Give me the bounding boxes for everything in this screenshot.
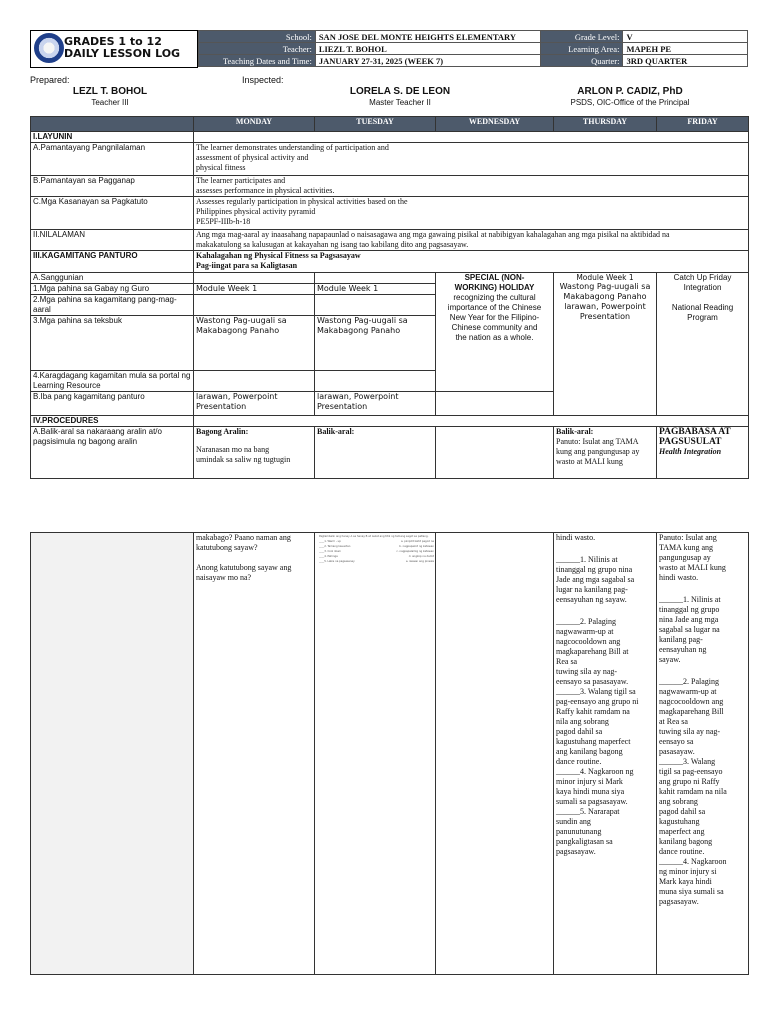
ws-b: c. nagpapalamig ng katawan [396, 550, 434, 553]
text-line: Mark kaya hindi [659, 876, 712, 886]
ws-b: a. pinipilit kahit pagod na [400, 540, 434, 543]
text-line: minor injury si Mark [556, 776, 623, 786]
monday-continuation [194, 533, 315, 975]
blank-cell [436, 427, 554, 479]
text-line: physical fitness [196, 163, 246, 172]
text-line: eensayo sa [659, 736, 694, 746]
text-line: Anong katutubong sayaw ang [196, 563, 292, 572]
text-line: Philippines physical activity pyramid [196, 207, 316, 216]
monday-iba [194, 392, 315, 416]
text-line: Integration [683, 283, 722, 292]
day-thursday: THURSDAY [554, 117, 657, 132]
blank-cell [315, 273, 436, 284]
teksbuk-label: 3.Mga pahina sa teksbuk [31, 316, 194, 371]
prepared-name: LEZL T. BOHOL [72, 86, 148, 97]
text-line: ______3. Walang tigil sa [556, 686, 636, 696]
friday-continuation [657, 533, 749, 975]
text-line: larawan, Powerpoint [564, 302, 646, 311]
text-line: kanilang bagong [659, 836, 713, 846]
text-line: ______2. Palaging [659, 676, 719, 686]
inspected-label: Inspected: [242, 75, 284, 85]
day-tuesday: TUESDAY [315, 117, 436, 132]
quarter-value: 3RD QUARTER [623, 55, 748, 67]
tuesday-iba [315, 392, 436, 416]
blank-cell [436, 392, 554, 416]
day-header-row [31, 117, 749, 132]
wednesday-holiday [436, 273, 554, 392]
deped-seal-icon [34, 33, 64, 63]
text-line: sagabal sa lugar na [659, 624, 720, 634]
text-line: Presentation [579, 312, 631, 321]
holiday-line: importance of the Chinese [447, 303, 542, 312]
text-line: ______2. Palaging [556, 616, 616, 626]
text-line: naisayaw mo na? [196, 573, 252, 582]
ws-a: ____4. Pahinga [319, 555, 338, 558]
text-line: ______4. Nagkaroon ng [556, 766, 634, 776]
text-line: ______5. Nararapat [556, 806, 620, 816]
kagamitang-aaral-label: 2.Mga pahina sa kagamitang pang-mag-aaral [31, 295, 194, 316]
text-line: Balik-aral: [556, 427, 594, 436]
tuesday-module: Module Week 1 [315, 284, 436, 295]
ws-a: ____3. Cool down [319, 550, 342, 553]
holiday-line: recognizing the cultural [453, 293, 536, 302]
ws-a: ____5. Labis na pagsasanay [319, 560, 355, 563]
header-info-table [198, 30, 748, 67]
text-line: makakatulong sa kalusugan at kakayahan ng isang tao kabilang dito ang pagsasayaw. [196, 240, 469, 249]
text-line: eensayuhan ng sayaw. [556, 594, 627, 604]
spacer [196, 437, 312, 445]
text-line: ______1. Nilinis at [556, 554, 618, 564]
sanggunian-label: A.Sanggunian [31, 273, 194, 284]
text-line: Assesses regularly participation in physical activities based on the [196, 197, 408, 206]
text-line: Pag-iingat para sa Kaligtasan [196, 261, 298, 270]
kagamitan-text [194, 251, 749, 273]
text-line: tuwing sila ay nag- [659, 726, 721, 736]
inspected-title: Master Teacher II [369, 98, 431, 107]
inspected-block [330, 86, 470, 107]
text-line: tinanggal ng grupo nina [556, 564, 633, 574]
day-wednesday: WEDNESDAY [436, 117, 554, 132]
text-line: National Reading [671, 303, 734, 312]
text-line: Wastong Pag-uugali sa [559, 282, 651, 291]
text-line: larawan, Powerpoint [317, 392, 399, 401]
day-monday: MONDAY [194, 117, 315, 132]
text-line: dance routine. [556, 756, 602, 766]
text-line: 4.Karagdagang kagamitan mula sa portal ng [33, 371, 191, 380]
text-line: Makabagong Panaho [317, 326, 401, 335]
text-line: Rea sa [556, 656, 578, 666]
thursday-materials [554, 273, 657, 416]
text-line: PE5PF-IIIb-h-18 [196, 217, 251, 226]
blank-cell [194, 371, 315, 392]
section-layunin: I.LAYUNIN [31, 132, 194, 143]
continuation-table [30, 532, 749, 975]
tuesday-teksbuk [315, 316, 436, 371]
worksheet-row [319, 559, 434, 564]
ws-b: d. angkop na damit [408, 555, 434, 558]
holiday-line: New Year for the Filipino- [449, 313, 540, 322]
text-line: sumali sa pagsasayaw. [556, 796, 628, 806]
tuesday-continuation [315, 533, 436, 975]
text-line: pasasayaw. [659, 746, 695, 756]
text-line: The learner demonstrates understanding of participation and [196, 143, 389, 152]
prepared-title: Teacher III [91, 98, 129, 107]
text-line: Learning Resource [33, 381, 101, 390]
text-line: Health Integration [659, 447, 722, 456]
text-line: Panuto: Isulat ang TAMA [556, 437, 639, 446]
area-label: Learning Area: [540, 43, 623, 55]
third-name: ARLON P. CADIZ, PhD [577, 86, 683, 97]
text-line: pangkaligtasan sa [556, 836, 613, 846]
text-line: assessment of physical activity and [196, 153, 309, 162]
text-line: Naranasan mo na bang [196, 445, 270, 454]
text-line: dance routine. [659, 846, 705, 856]
text-line: makabago? Paano naman ang [196, 533, 291, 542]
lesson-log-table [30, 116, 749, 479]
teacher-label: Teacher: [199, 43, 316, 55]
third-title: PSDS, OIC-Office of the Principal [570, 98, 690, 107]
text-line: larawan, Powerpoint [196, 392, 278, 401]
text-line: umindak sa saliw ng tugtugin [196, 455, 291, 464]
text-line: Jade ang mga sagabal sa [556, 574, 635, 584]
inspected-name: LORELA S. DE LEON [349, 86, 451, 97]
title-line-1: GRADES 1 to 12 [64, 35, 162, 48]
text-line: Ang mga mag-aaral ay inaasahang napapaunlad o naisasagawa ang mga gawaing pisikal at nabibigyan kahalagahan ang mga pisikal na aktibidad na [196, 230, 670, 239]
blank-cell [194, 273, 315, 284]
holiday-line: Chinese community and [451, 323, 538, 332]
blank-cell [315, 371, 436, 392]
blank-header [31, 117, 194, 132]
prepared-block [60, 86, 160, 107]
thursday-continuation [554, 533, 657, 975]
monday-module: Module Week 1 [194, 284, 315, 295]
kasanayan-text [194, 197, 749, 230]
text-line: Raffy kahit ramdam na [556, 706, 630, 716]
text-line: Presentation [196, 402, 247, 411]
text-line: maperfect ang [659, 826, 705, 836]
pagganap-label: B.Pamantayan sa Pagganap [31, 176, 194, 197]
text-line: tinanggal ng grupo [659, 604, 720, 614]
matching-worksheet [319, 534, 434, 564]
day-friday: FRIDAY [657, 117, 749, 132]
friday-catch-up [657, 273, 749, 416]
text-line: ng minor injury si [659, 866, 717, 876]
text-line: TAMA kung ang [659, 543, 714, 552]
text-line: eensayo sa pasasayaw. [556, 676, 629, 686]
wednesday-continuation [436, 533, 554, 975]
section-procedures: IV.PROCEDURES [31, 416, 194, 427]
balik-aral-label [31, 427, 194, 479]
module-line: Module Week 1 [576, 273, 634, 282]
holiday-line: WORKING) HOLIDAY [454, 283, 535, 292]
text-line: katutubong sayaw? [196, 543, 258, 552]
text-line: Presentation [317, 402, 368, 411]
gabay-label: 1.Mga pahina sa Gabay ng Guro [31, 284, 194, 295]
text-line: Program [687, 313, 718, 322]
iba-label: B.Iba pang kagamitang panturo [31, 392, 194, 416]
text-line: A.Balik-aral sa nakaraang aralin at/o [33, 427, 162, 436]
nilalaman-text [194, 230, 749, 251]
text-line: sundin ang [556, 816, 591, 826]
ws-b: b. nagpapainit ng katawan [399, 545, 434, 548]
text-line: Wastong Pag-uugali sa [196, 316, 287, 325]
continuation-label-cell [31, 533, 194, 975]
school-value: SAN JOSE DEL MONTE HEIGHTS ELEMENTARY [315, 31, 540, 43]
text-line: PAGSUSULAT [659, 437, 722, 447]
school-label: School: [199, 31, 316, 43]
text-line: pagsasayaw. [556, 846, 596, 856]
procedures-blank [194, 416, 749, 427]
text-line: ______4. Nagkaroon [659, 856, 727, 866]
text-line: ang sobrang [659, 796, 698, 806]
ws-a: ____1. Warm - up [319, 540, 341, 543]
text-line: nina Jade ang mga [659, 614, 719, 624]
portal-label [31, 371, 194, 392]
text-line: kanilang pag- [659, 634, 703, 644]
third-signatory-block [545, 86, 715, 107]
text-line: at Rea sa [659, 716, 688, 726]
text-line: Bagong Aralin: [196, 427, 249, 436]
text-line: wasto at MALI kung [659, 563, 726, 572]
prepared-label: Prepared: [30, 75, 70, 85]
blank-cell [194, 295, 315, 316]
holiday-line: the nation as a whole. [455, 333, 534, 342]
text-line: pagod dahil sa [659, 806, 706, 816]
text-line: pangungusap ay [659, 553, 711, 562]
title-line-2: DAILY LESSON LOG [64, 47, 181, 60]
text-line: lugar na kanilang pag- [556, 584, 628, 594]
text-line: hindi wasto. [659, 573, 699, 582]
text-line: tigil sa pag-eensayo [659, 766, 723, 776]
text-line [556, 543, 654, 555]
text-line: Kahalagahan ng Physical Fitness sa Pagsasayaw [196, 251, 361, 260]
text-line: pagod dahil sa [556, 726, 603, 736]
text-line: Panuto: Isulat ang [659, 533, 717, 542]
text-line: nagwawarm-up at [556, 626, 614, 636]
monday-teksbuk [194, 316, 315, 371]
grade-label: Grade Level: [540, 31, 623, 43]
layunin-blank [194, 132, 749, 143]
text-line [556, 605, 654, 617]
text-line: Makabagong Panaho [563, 292, 647, 301]
text-line: magkaparehang Bill at [556, 646, 629, 656]
text-line: ang kanilang bagong [556, 746, 623, 756]
text-line: The learner participates and [196, 176, 286, 185]
kasanayan-label: C.Mga Kasanayan sa Pagkatuto [31, 197, 194, 230]
grade-value: V [623, 31, 748, 43]
thursday-procedure [554, 427, 657, 479]
text-line: pagsasayaw. [659, 896, 699, 906]
section-kagamitan: III.KAGAMITANG PANTURO [31, 251, 194, 273]
text-line: kung ang pangungusap ay [556, 447, 640, 456]
dates-value: JANUARY 27-31, 2025 (WEEK 7) [315, 55, 540, 67]
text-line: Catch Up Friday [673, 273, 732, 282]
area-value: MAPEH PE [623, 43, 748, 55]
text-line: pagsisimula ng bagong aralin [33, 437, 138, 446]
text-line [659, 665, 746, 677]
text-line: kaya hindi muna siya [556, 786, 625, 796]
pamantayang-label: A.Pamantayang Pangnilalaman [31, 143, 194, 176]
text-line: nagwawarm-up at [659, 686, 717, 696]
pamantayang-text [194, 143, 749, 176]
log-title [64, 36, 180, 60]
text-line: muna siya sumali sa [659, 886, 724, 896]
text-line: wasto at MALI kung [556, 457, 623, 466]
text-line: pag-eensayo ang grupo ni [556, 696, 639, 706]
ws-a: ____2. Tamang kasuotan [319, 545, 351, 548]
text-line: kahit ramdam na nila [659, 786, 727, 796]
tuesday-procedure: Balik-aral: [315, 427, 436, 479]
pagganap-text [194, 176, 749, 197]
text-line: kagustuhang maperfect [556, 736, 631, 746]
worksheet-title: Pagtambalin ang hanay A sa hanay B at isulat ang titik ng tamang sagot sa patlang. [319, 535, 429, 538]
text-line: nila ang sobrang [556, 716, 609, 726]
blank-cell [315, 295, 436, 316]
text-line: nagcocooldown ang [556, 636, 621, 646]
spacer [196, 553, 312, 563]
text-line: Makabagong Panaho [196, 326, 280, 335]
monday-procedure [194, 427, 315, 479]
text-line: hindi wasto. [556, 533, 596, 542]
text-line: magkaparehang Bill [659, 706, 724, 716]
text-line: ______3. Walang [659, 756, 716, 766]
friday-procedure [657, 427, 749, 479]
text-line: panunutunang [556, 826, 602, 836]
text-line: eensayuhan ng [659, 644, 707, 654]
dates-label: Teaching Dates and Time: [199, 55, 316, 67]
quarter-label: Quarter: [540, 55, 623, 67]
text-line: kagustuhang [659, 816, 700, 826]
text-line: Wastong Pag-uugali sa [317, 316, 408, 325]
text-line: nagcocooldown ang [659, 696, 724, 706]
text-line [659, 583, 746, 595]
text-line: assesses performance in physical activities. [196, 186, 335, 195]
text-line: ang grupo ni Raffy [659, 776, 720, 786]
spacer [659, 293, 746, 303]
ws-b: e. iwasan ang pinsala [405, 560, 434, 563]
nilalaman-label: II.NILALAMAN [31, 230, 194, 251]
teacher-value: LIEZL T. BOHOL [315, 43, 540, 55]
text-line: sayaw. [659, 654, 681, 664]
text-line: ______1. Nilinis at [659, 594, 721, 604]
holiday-line: SPECIAL (NON- [464, 273, 525, 282]
text-line: tuwing sila ay nag- [556, 666, 618, 676]
text-line: PAGBABASA AT [659, 427, 731, 437]
